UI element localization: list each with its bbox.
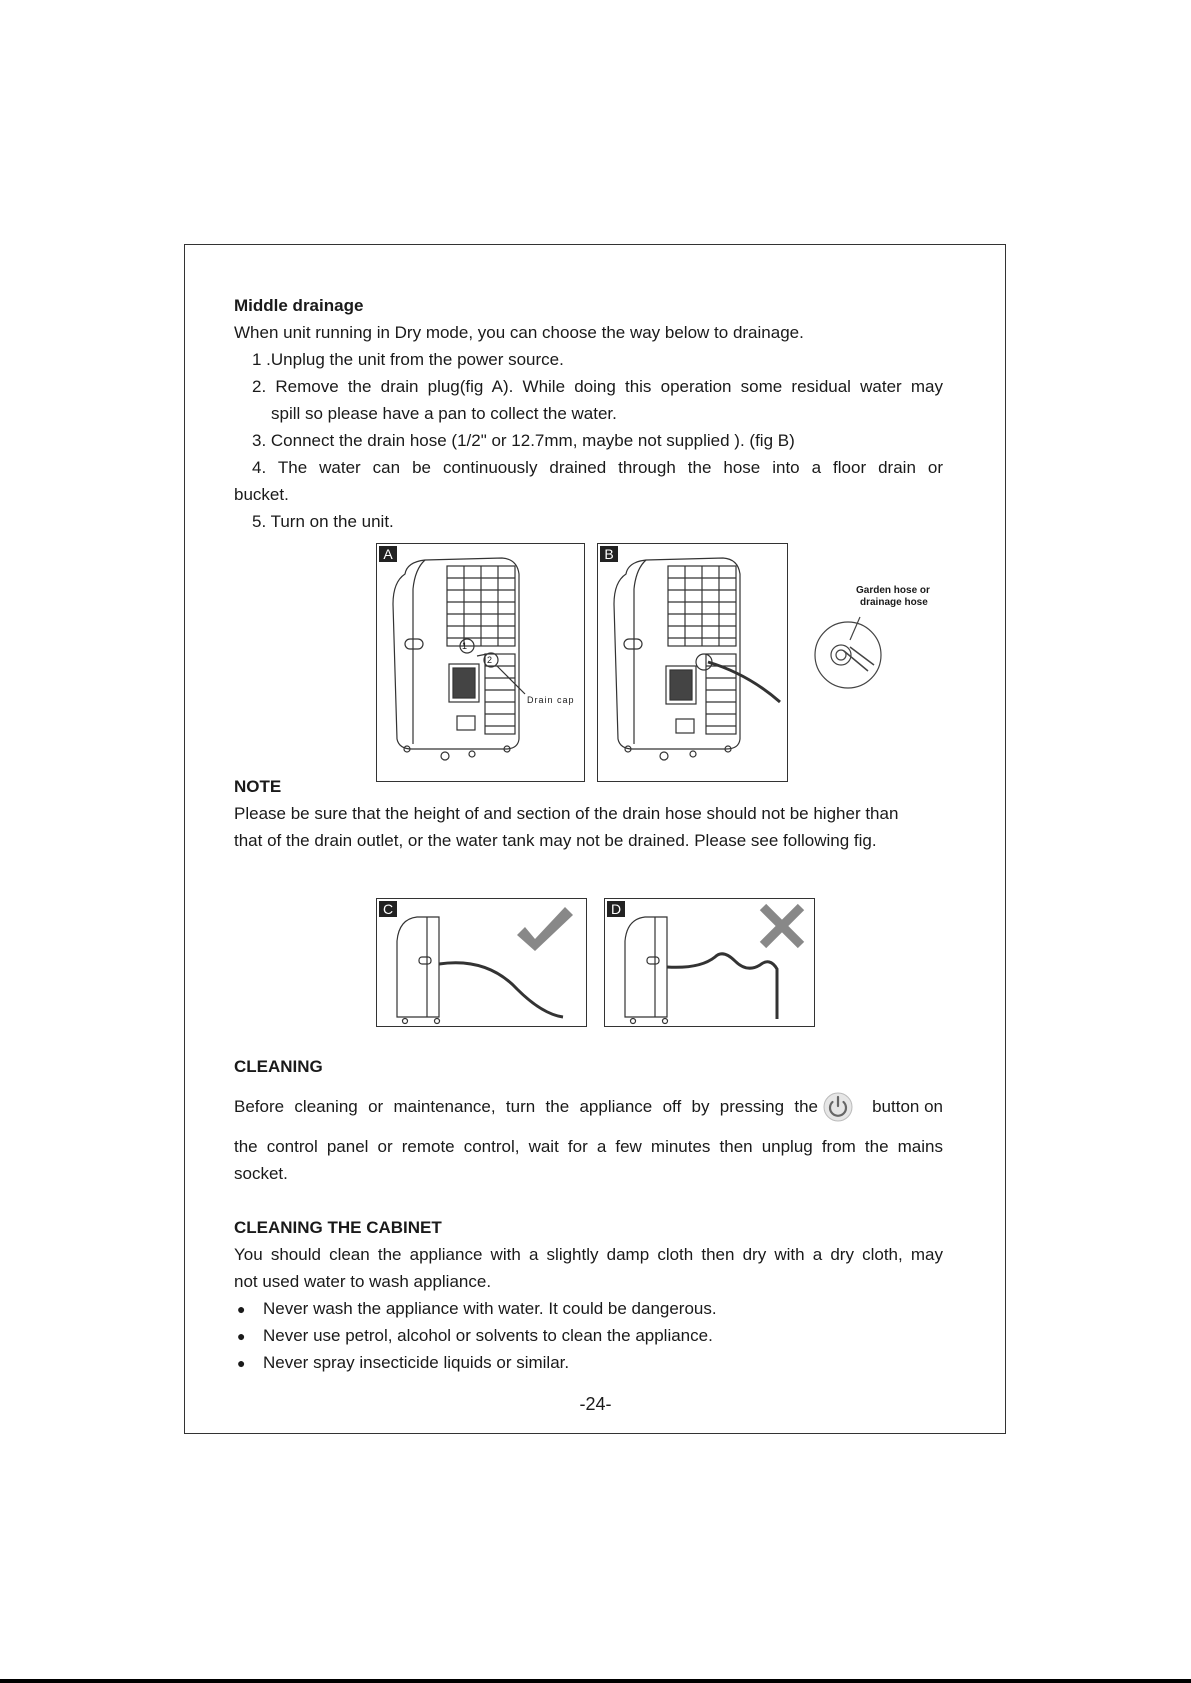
middle-drainage-intro: When unit running in Dry mode, you can choose the way below to drainage.: [234, 323, 804, 342]
bullet-glyph: ●: [237, 1301, 246, 1317]
cabinet-line-2: not used water to wash appliance.: [234, 1272, 492, 1291]
step-4-line-2: bucket.: [234, 485, 289, 504]
cleaning-line-3: socket.: [234, 1164, 288, 1183]
cabinet-line-1: You should clean the appliance with a slightly damp cloth then dry with a dry cloth, may: [234, 1245, 943, 1264]
drain-cap-label: Drain cap: [527, 695, 575, 705]
bullet-item: Never spray insecticide liquids or similar.: [263, 1353, 570, 1372]
note-line-2: that of the drain outlet, or the water tank may not be drained. Please see following fig.: [234, 831, 877, 850]
correct-hose-illustration: [377, 899, 588, 1028]
figure-a: [376, 543, 585, 782]
figure-b-label: B: [600, 546, 618, 562]
checkmark-icon: [517, 907, 573, 951]
unit-back-illustration-b: [598, 544, 789, 783]
figure-c-label: C: [379, 901, 397, 917]
step-3: 3. Connect the drain hose (1/2" or 12.7mm, maybe not supplied ). (fig B): [252, 431, 795, 450]
bullet-item: Never wash the appliance with water. It could be dangerous.: [263, 1299, 717, 1318]
incorrect-hose-illustration: [605, 899, 816, 1028]
figure-d: [604, 898, 815, 1027]
cross-icon: [763, 907, 801, 945]
bottom-edge-bar: [0, 1679, 1191, 1683]
figure-b: [597, 543, 788, 782]
step-4-line-1: 4. The water can be continuously drained through the hose into a floor drain or: [252, 458, 943, 477]
cleaning-line-1: [234, 1097, 943, 1117]
unit-back-illustration-a: [377, 544, 586, 783]
step-2-line-1: 2. Remove the drain plug(fig A). While doing this operation some residual water may: [252, 377, 943, 396]
hose-detail-illustration: [808, 615, 888, 695]
cleaning-heading: CLEANING: [234, 1057, 323, 1076]
figure-d-label: D: [607, 901, 625, 917]
step-2-line-2: spill so please have a pan to collect the water.: [271, 404, 617, 423]
marker-1: 1: [462, 641, 468, 651]
note-line-1: Please be sure that the height of and section of the drain hose should not be higher than: [234, 804, 899, 823]
cleaning-line-1-after: button on: [872, 1097, 943, 1116]
cleaning-line-1-before: Before cleaning or maintenance, turn the appliance off by pressing the: [234, 1097, 818, 1116]
figure-c: [376, 898, 587, 1027]
hose-label-line-1: Garden hose or: [856, 585, 930, 596]
marker-2: 2: [487, 655, 493, 665]
bullet-glyph: ●: [237, 1328, 246, 1344]
step-5: 5. Turn on the unit.: [252, 512, 394, 531]
middle-drainage-heading: Middle drainage: [234, 296, 364, 315]
cleaning-line-2: the control panel or remote control, wait for a few minutes then unplug from the mains: [234, 1137, 943, 1156]
hose-label-line-2: drainage hose: [860, 597, 928, 608]
bullet-glyph: ●: [237, 1355, 246, 1371]
bullet-item: Never use petrol, alcohol or solvents to clean the appliance.: [263, 1326, 713, 1345]
page-number: -24-: [579, 1394, 612, 1414]
cabinet-heading: CLEANING THE CABINET: [234, 1218, 442, 1237]
note-heading: NOTE: [234, 777, 282, 796]
figure-a-label: A: [379, 546, 397, 562]
step-1: 1 .Unplug the unit from the power source.: [252, 350, 564, 369]
power-icon: [822, 1091, 854, 1123]
